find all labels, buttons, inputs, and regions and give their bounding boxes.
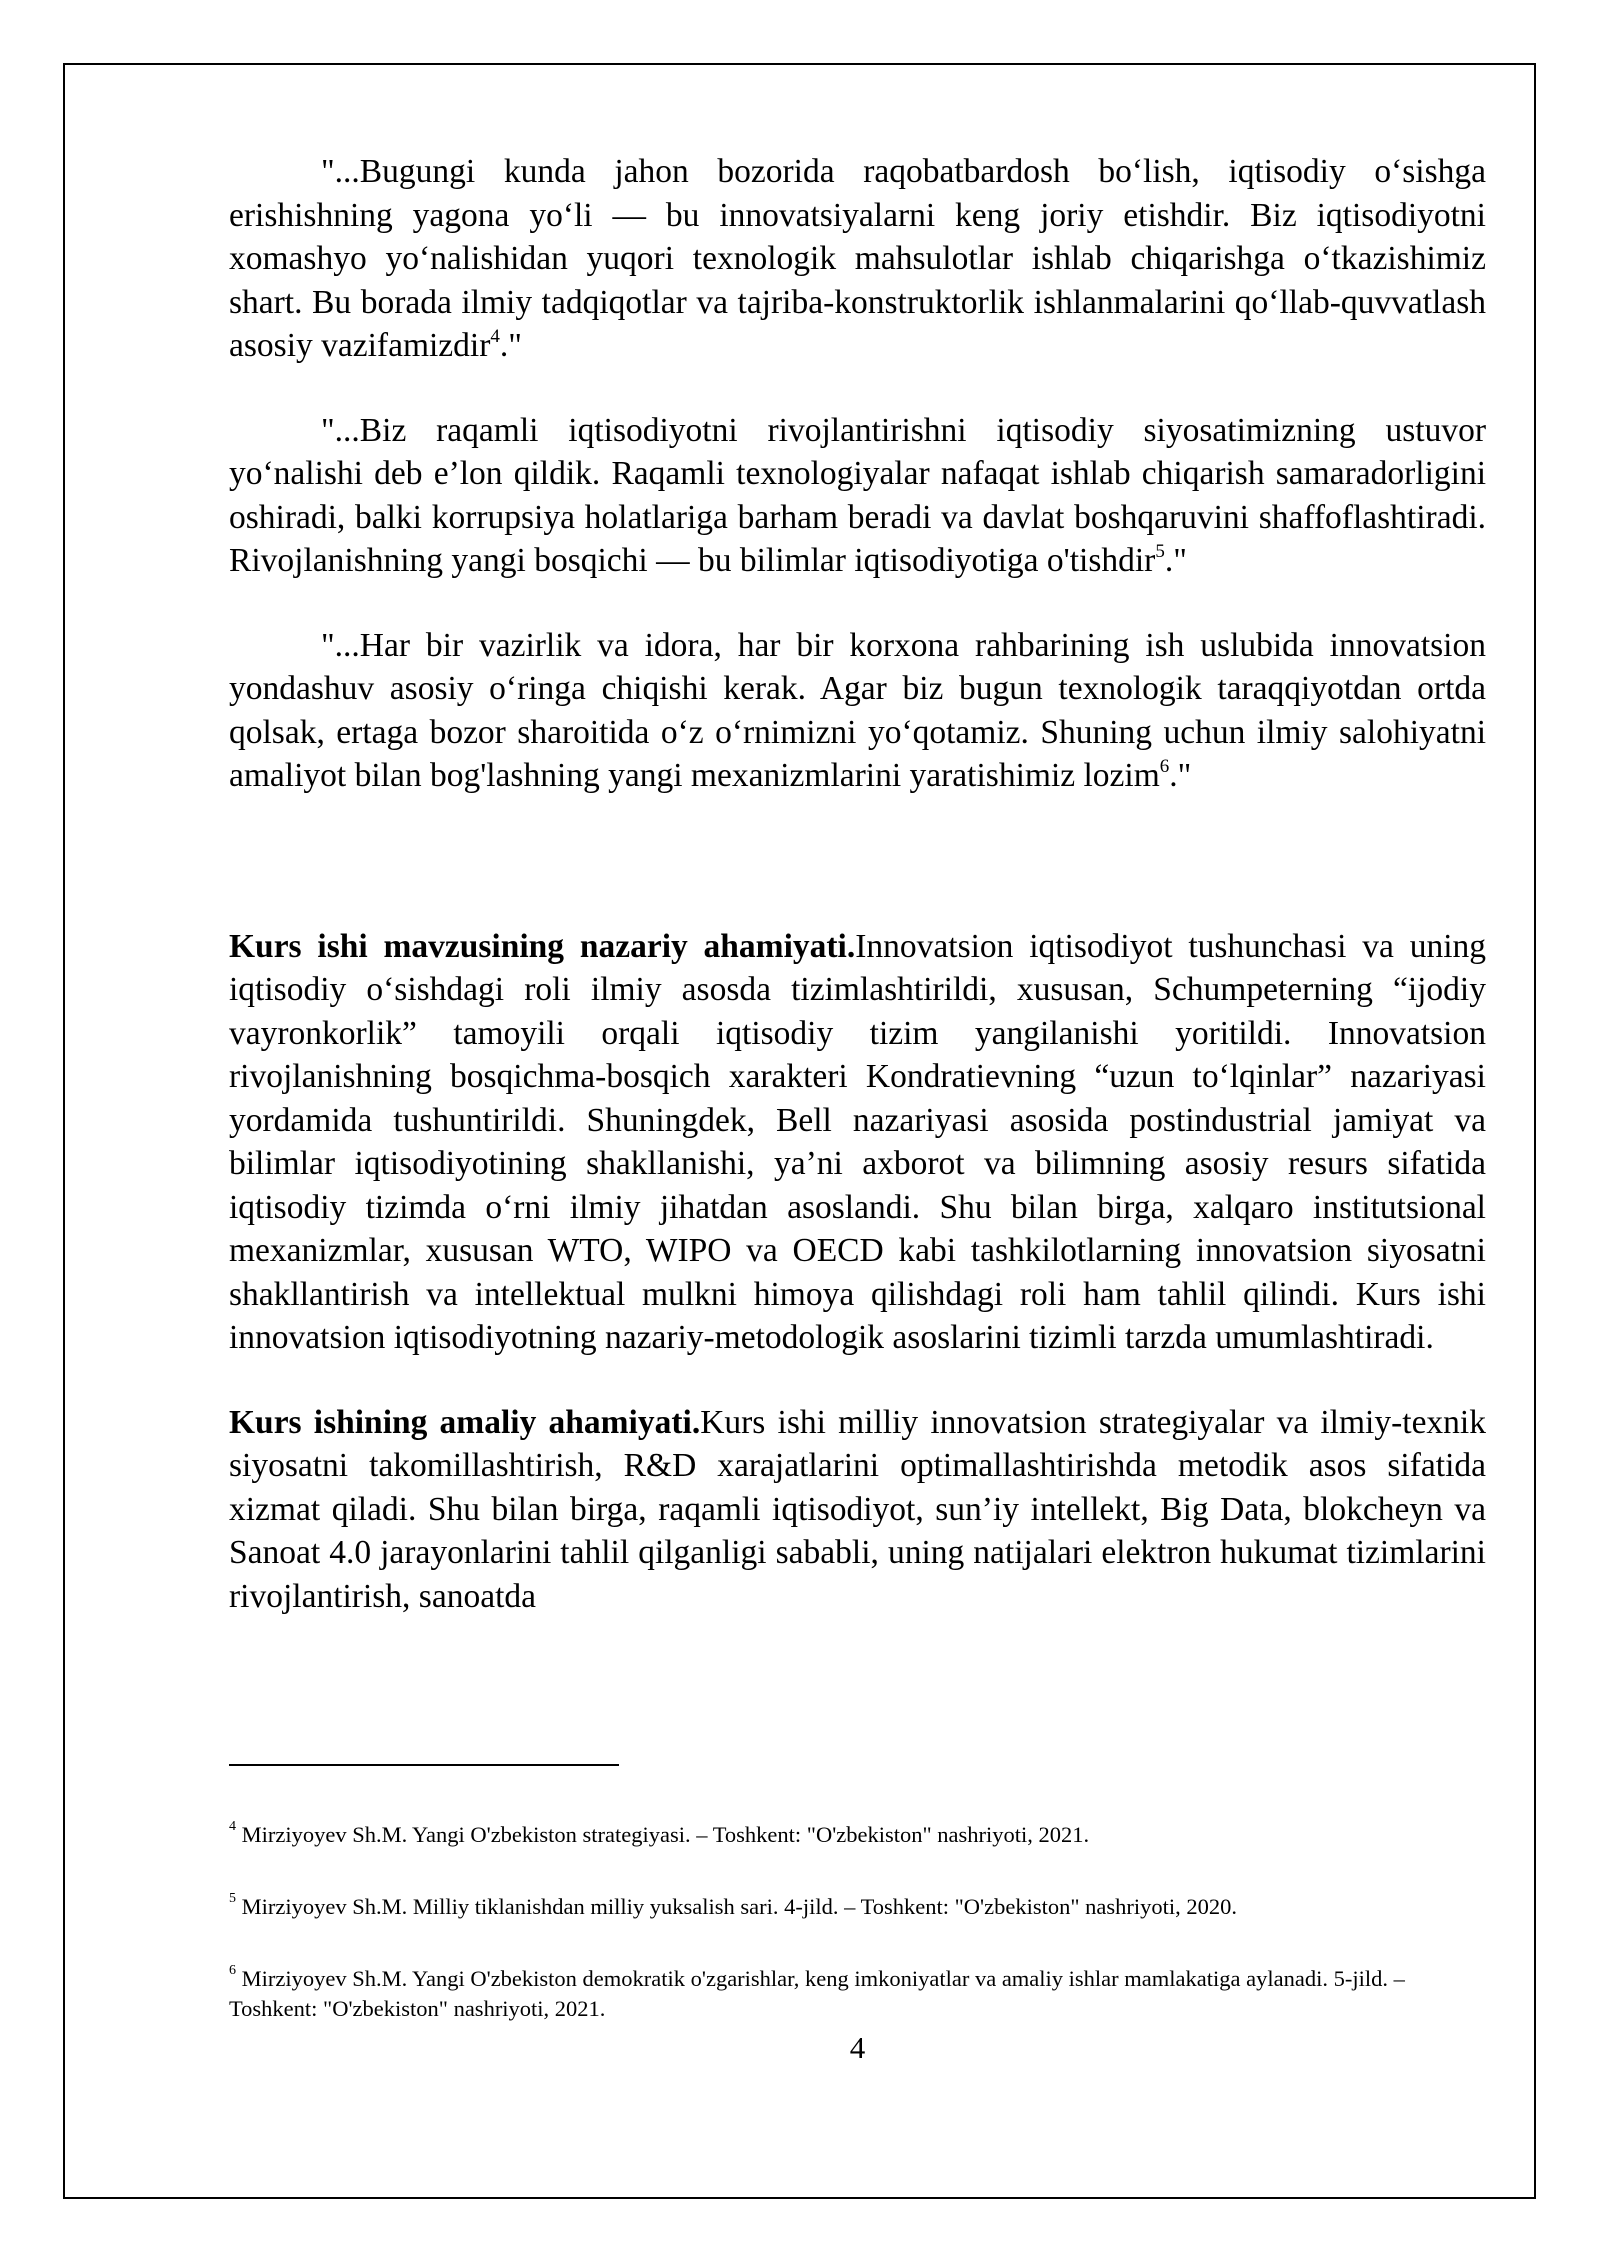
footnote-separator bbox=[229, 1764, 619, 1766]
page-number: 4 bbox=[849, 2030, 866, 2065]
practice-paragraph bbox=[229, 1401, 1486, 1619]
practice-heading: Kurs ishining amaliy ahamiyati. bbox=[229, 1403, 701, 1441]
footnote-5: $^5$ Mirziyoyev Sh.M. Milliy tiklanishdan milliy yuksalish sari. 4-jild. – Toshkent: "O'zbekiston" nashriyoti, 2020. bbox=[229, 1890, 1238, 1919]
page-body bbox=[229, 150, 1486, 1618]
practice-text: Kurs ishi milliy innovatsion strategiyalar va ilmiy-texnik siyosatni takomillashtirish, R&D xarajatlarini optimallashtirishda metodik asos sifatida xizmat qiladi. Shu bilan birga, raqamli iqtisodiyot, sun’iy intellekt, Big Data, blokcheyn va Sanoat 4.0 jarayonlarini tahlil qilganligi sababli, uning natijalari elektron hukumat tizimlarini rivojlantirish, sanoatda bbox=[229, 1403, 1486, 1615]
footnote-6: $^6$ Mirziyoyev Sh.M. Yangi O'zbekiston demokratik o'zgarishlar, keng imkoniyatlar va amaliy ishlar mamlakatiga aylanadi. 5-jild. – Toshkent: "O'zbekiston" nashriyoti, 2021. bbox=[229, 1962, 1405, 2021]
theory-heading: Kurs ishi mavzusining nazariy ahamiyati. bbox=[229, 927, 856, 965]
footnote-4: $^4$ Mirziyoyev Sh.M. Yangi O'zbekiston strategiyasi. – Toshkent: "O'zbekiston" nashriyoti, 2021. bbox=[229, 1818, 1090, 1847]
footnote-ref-4[interactable]: 4 bbox=[490, 325, 500, 347]
quote-paragraph-2: "...Biz raqamli iqtisodiyotni rivojlantirishni iqtisodiy siyosatimizning ustuvor yo‘nalishi deb e’lon qildik. Raqamli texnologiyalar nafaqat ishlab chiqarish samaradorligini oshiradi, balki korrupsiya holatlariga barham beradi va davlat boshqaruvini shaffoflashtiradi. Rivojlanishning yangi bosqichi — bu bilimlar iqtisodiyotiga o'tishdir$^5$." bbox=[229, 411, 1486, 579]
footnote-ref-6[interactable]: 6 bbox=[1159, 755, 1170, 777]
quote-paragraph-3: "...Har bir vazirlik va idora, har bir korxona rahbarining ish uslubida innovatsion yondashuv asosiy o‘ringa chiqishi kerak. Agar biz bugun texnologik taraqqiyotdan ortda qolsak, ertaga bozor sharoitida o‘z o‘rnimizni yo‘qotamiz. Shuning uchun ilmiy salohiyatni amaliyot bilan bog'lashning yangi mexanizmlarini yaratishimiz lozim$^6$." bbox=[229, 626, 1486, 794]
footnote-ref-5[interactable]: 5 bbox=[1155, 540, 1165, 562]
theory-paragraph bbox=[229, 925, 1486, 1360]
theory-text: Innovatsion iqtisodiyot tushunchasi va uning iqtisodiy o‘sishdagi roli ilmiy asosda tizimlashtirildi, xususan, Schumpeterning “ijodiy vayronkorlik” tamoyili orqali iqtisodiy tizim yangilanishi yoritildi. Innovatsion rivojlanishning bosqichma-bosqich xarakteri Kondratievning “uzun to‘lqinlar” nazariyasi yordamida tushuntirildi. Shuningdek, Bell nazariyasi asosida postindustrial jamiyat va bilimlar iqtisodiyotining shakllanishi, ya’ni axborot va bilimning asosiy resurs sifatida iqtisodiy tizimda o‘rni ilmiy jihatdan asoslandi. Shu bilan birga, xalqaro institutsional mexanizmlar, xususan WTO, WIPO va OECD kabi tashkilotlarning innovatsion siyosatni shakllantirish va intellektual mulkni himoya qilishdagi roli ham tahlil qilindi. Kurs ishi innovatsion iqtisodiyotning nazariy-metodologik asoslarini tizimli tarzda umumlashtiradi. bbox=[229, 927, 1487, 1356]
quote-paragraph-1: "...Bugungi kunda jahon bozorida raqobatbardosh bo‘lish, iqtisodiy o‘sishga erishishning yagona yo‘li — bu innovatsiyalarni keng joriy etishdir. Biz iqtisodiyotni xomashyo yo‘nalishidan yuqori texnologik mahsulotlar ishlab chiqarishga o‘tkazishimiz shart. Bu borada ilmiy tadqiqotlar va tajriba-konstruktorlik ishlanmalarini qo‘llab-quvvatlash asosiy vazifamizdir$^4$." bbox=[229, 153, 1486, 364]
